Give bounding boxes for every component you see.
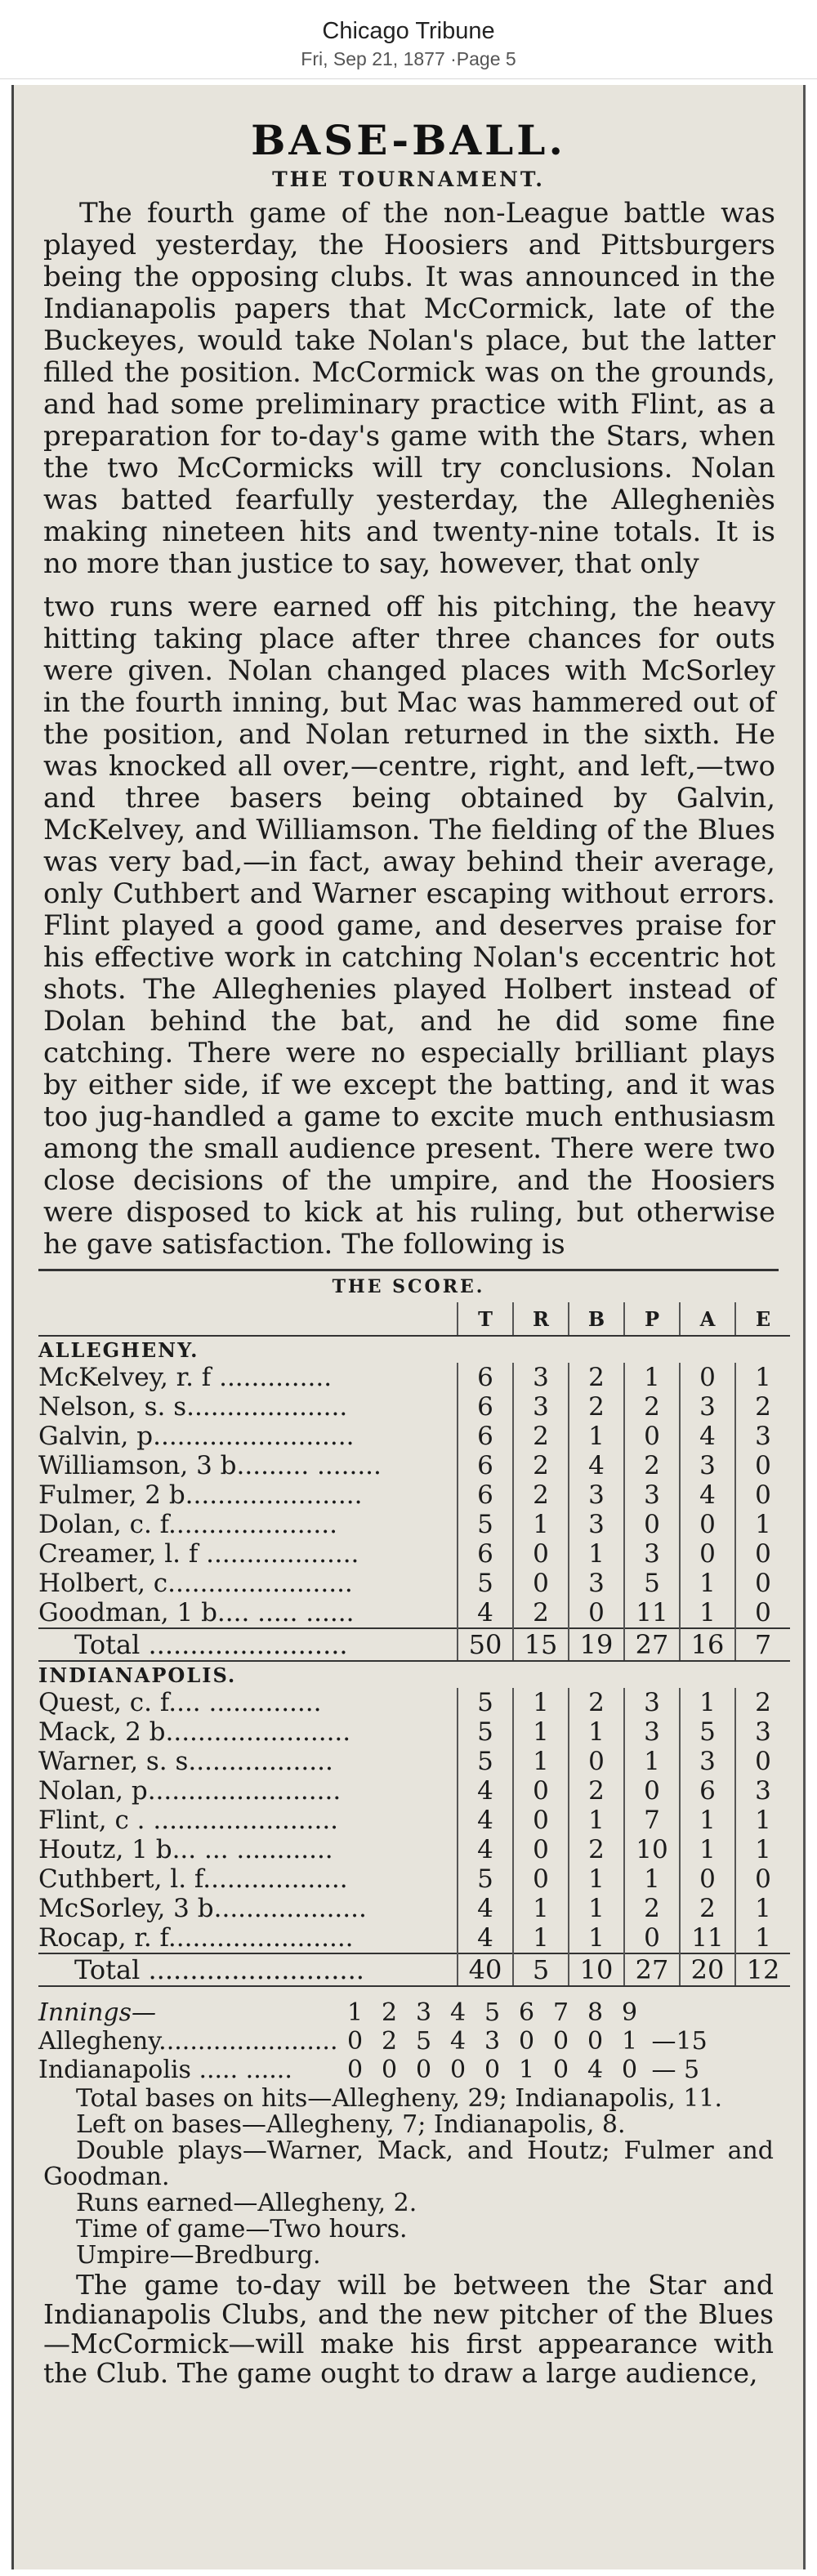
player-row [38,1717,790,1747]
inning-score: 0 [587,2027,604,2056]
stat-cell: 4 [680,1480,735,1510]
game-summary [14,2084,803,2388]
inning-score: 0 [621,2056,638,2084]
player-name: Goodman, 1 b.... ..... ...... [38,1598,355,1627]
stat-cell: 6 [458,1422,513,1451]
stat-cell: 1 [735,1510,790,1539]
inning-score: 2 [381,2027,398,2056]
team-heading-row [38,1661,790,1688]
stat-cell: 7 [624,1806,680,1835]
stat-cell: 5 [458,1510,513,1539]
player-row [38,1598,790,1628]
stat-cell: 6 [458,1539,513,1569]
stat-cell: 2 [569,1392,624,1422]
inning-number: 6 [518,1998,535,2027]
inning-score: 4 [587,2056,604,2084]
stat-cell: 3 [735,1717,790,1747]
player-row [38,1480,790,1510]
stat-cell: 3 [513,1363,569,1392]
total-label: Total ........................ [38,1628,458,1661]
inning-score: 3 [484,2027,501,2056]
player-row [38,1835,790,1864]
total-cell: 20 [680,1953,735,1986]
stat-cell: 2 [624,1392,680,1422]
player-row [38,1451,790,1480]
stat-cell: 5 [458,1688,513,1717]
total-cell: 19 [569,1628,624,1661]
stat-cell: 4 [458,1776,513,1806]
innings-final-score: — 5 [651,2056,700,2084]
stat-cell: 0 [513,1806,569,1835]
stat-cell: 1 [735,1835,790,1864]
player-row [38,1510,790,1539]
stat-cell: 4 [458,1835,513,1864]
stat-cell: 1 [569,1717,624,1747]
innings-team-row [38,2056,790,2084]
stat-cell: 3 [569,1510,624,1539]
score-title: THE SCORE. [332,1276,485,1297]
col-header: R [513,1302,569,1336]
player-name: Flint, c . ....................... [38,1806,339,1835]
stat-cell: 4 [458,1923,513,1953]
stat-cell: 1 [680,1598,735,1628]
stat-cell: 4 [680,1422,735,1451]
stat-cell: 5 [458,1717,513,1747]
stat-cell: 0 [569,1598,624,1628]
stat-cell: 3 [680,1392,735,1422]
stat-cell: 1 [735,1363,790,1392]
player-row [38,1422,790,1451]
stat-cell: 2 [735,1688,790,1717]
player-name: Holbert, c....................... [38,1569,353,1598]
total-cell: 5 [513,1953,569,1986]
player-row [38,1806,790,1835]
stat-cell: 3 [735,1422,790,1451]
inning-number: 2 [381,1998,398,2027]
stat-cell: 5 [624,1569,680,1598]
player-row [38,1864,790,1894]
player-row [38,1923,790,1953]
player-name: Williamson, 3 b......... ........ [38,1451,382,1480]
player-name: Creamer, l. f ................... [38,1539,359,1569]
innings-body [38,1998,790,2084]
player-name: Nolan, p........................ [38,1776,342,1806]
player-row [38,1539,790,1569]
stat-cell: 6 [458,1392,513,1422]
total-label: Total .......................... [38,1953,458,1986]
stat-cell: 2 [624,1451,680,1480]
stat-cell: 1 [513,1510,569,1539]
stat-cell: 1 [513,1717,569,1747]
inning-score: 0 [449,2056,467,2084]
stat-cell: 1 [569,1806,624,1835]
article-paragraph-1: The fourth game of the non-League battle was played yesterday, the Hoosiers and Pittsburgers being the opposing clubs. It was announced in the Indianapolis papers that McCormick, late of the Buckeyes, would take Nolan's place, but the latter filled the position. McCormick was on the grounds, and had some preliminary practice with Flint, as a preparation for to-day's game with the Stars, when the two McCormicks will try conclusions. Nolan was batted fearfully yesterday, the Allegheniès making nineteen hits and twenty-nine totals. It is no more than justice to say, however, that only [43,197,775,580]
inning-number: 4 [449,1998,467,2027]
box-score-table [38,1302,790,1987]
stat-cell: 0 [680,1864,735,1894]
team-heading-row [38,1336,790,1363]
stat-cell: 0 [513,1539,569,1569]
stat-cell: 4 [458,1806,513,1835]
player-row [38,1747,790,1776]
summary-line: Time of game—Two hours. [76,2215,408,2243]
stat-cell: 4 [458,1598,513,1628]
article-paragraph-2: two runs were earned off his pitching, the heavy hitting taking place after three chances for outs were given. Nolan changed places with McSorley in the fourth inning, but Mac was hammered out of the position, and Nolan returned in the sixth. He was knocked all over,—centre, right, and left,—two and three basers being obtained by Galvin, McKelvey, and Williamson. The fielding of the Blues was very bad,—in fact, away behind their average, only Cuthbert and Warner escaping without errors. Flint played a good game, and deserves praise for his effective work in catching Nolan's eccentric hot shots. The Alleghenies played Holbert instead of Dolan behind the bat, and he did some fine catching. There were no especially brilliant plays by either side, if we except the batting, and it was too jug-handled a game to excite much enthusiasm among the small audience present. There were two close decisions of the umpire, and the Hoosiers were disposed to kick at his ruling, but otherwise he gave satisfaction. The following is [43,591,775,1261]
inning-score: 0 [552,2056,569,2084]
closing-paragraph: The game to-day will be between the Star and Indianapolis Clubs, and the new pitcher of the Blues—McCormick—will make his first appearance with the Club. The game ought to draw a large audience, [43,2269,774,2389]
player-row [38,1776,790,1806]
stat-cell: 5 [458,1747,513,1776]
team-name: INDIANAPOLIS. [38,1663,237,1687]
box-score-header [38,1302,790,1336]
stat-cell: 1 [735,1894,790,1923]
col-header: T [458,1302,513,1336]
stat-cell: 0 [680,1539,735,1569]
stat-cell: 1 [624,1747,680,1776]
stat-cell: 6 [458,1363,513,1392]
inning-score: 0 [381,2056,398,2084]
team-total-row [38,1628,790,1661]
stat-cell: 11 [680,1923,735,1953]
team-name: ALLEGHENY. [38,1337,199,1362]
player-name: Houtz, 1 b... ... ............ [38,1835,333,1864]
player-name: Cuthbert, l. f.................. [38,1864,348,1894]
newspaper-clipping [11,85,806,2569]
stat-cell: 0 [513,1835,569,1864]
summary-line: Runs earned—Allegheny, 2. [76,2189,417,2217]
stat-cell: 0 [513,1776,569,1806]
total-cell: 40 [458,1953,513,1986]
stat-cell: 3 [569,1480,624,1510]
stat-cell: 1 [735,1923,790,1953]
stat-cell: 0 [624,1923,680,1953]
innings-header-row [38,1998,790,2027]
stat-cell: 3 [624,1717,680,1747]
stat-cell: 3 [735,1776,790,1806]
player-row [38,1363,790,1392]
stat-cell: 2 [513,1480,569,1510]
stat-cell: 0 [513,1864,569,1894]
stat-cell: 0 [735,1864,790,1894]
stat-cell: 3 [624,1539,680,1569]
stat-cell: 1 [569,1422,624,1451]
stat-cell: 1 [569,1864,624,1894]
player-name: Mack, 2 b....................... [38,1717,351,1747]
publication-title: Chicago Tribune [322,18,495,44]
stat-cell: 0 [624,1422,680,1451]
stat-cell: 6 [458,1480,513,1510]
col-header: E [735,1302,790,1336]
stat-cell: 3 [680,1451,735,1480]
stat-cell: 2 [735,1392,790,1422]
player-name: McSorley, 3 b................... [38,1894,367,1923]
section-rule [38,1269,779,1271]
inning-number: 9 [621,1998,638,2027]
stat-cell: 0 [735,1451,790,1480]
stat-cell: 0 [624,1510,680,1539]
stat-cell: 0 [735,1539,790,1569]
stat-cell: 1 [569,1894,624,1923]
stat-cell: 1 [680,1835,735,1864]
inning-number: 3 [415,1998,432,2027]
col-header: B [569,1302,624,1336]
col-header: P [624,1302,680,1336]
team-total-row [38,1953,790,1986]
total-cell: 12 [735,1953,790,1986]
stat-cell: 0 [569,1747,624,1776]
total-cell: 27 [624,1628,680,1661]
innings-team-name: Allegheny....................... [38,2027,338,2056]
stat-cell: 1 [513,1923,569,1953]
stat-cell: 2 [569,1688,624,1717]
stat-cell: 2 [569,1835,624,1864]
stat-cell: 0 [735,1598,790,1628]
inning-score: 4 [449,2027,467,2056]
inning-number: 5 [484,1998,501,2027]
innings-label: Innings— [38,1998,157,2027]
inning-score: 5 [415,2027,432,2056]
stat-cell: 5 [458,1864,513,1894]
total-cell: 50 [458,1628,513,1661]
stat-cell: 1 [569,1539,624,1569]
stat-cell: 2 [680,1894,735,1923]
stat-cell: 0 [624,1776,680,1806]
summary-line: Total bases on hits—Allegheny, 29; Indianapolis, 11. [76,2084,723,2113]
player-name: Warner, s. s.................. [38,1747,333,1776]
player-name: Galvin, p......................... [38,1422,355,1451]
player-row [38,1392,790,1422]
stat-cell: 2 [569,1363,624,1392]
subheadline: THE TOURNAMENT. [272,167,545,191]
stat-cell: 1 [680,1569,735,1598]
stat-cell: 1 [735,1806,790,1835]
stat-cell: 1 [624,1363,680,1392]
inning-score: 0 [346,2027,364,2056]
summary-line: Umpire—Bredburg. [76,2241,321,2270]
stat-cell: 1 [513,1688,569,1717]
innings-team-name: Indianapolis ..... ...... [38,2056,292,2084]
stat-cell: 10 [624,1835,680,1864]
inning-score: 1 [518,2056,535,2084]
stat-cell: 5 [680,1717,735,1747]
inning-score: 0 [518,2027,535,2056]
stat-cell: 0 [735,1747,790,1776]
inning-score: 1 [621,2027,638,2056]
stat-cell: 11 [624,1598,680,1628]
stat-cell: 6 [458,1451,513,1480]
innings-table [38,1998,790,2084]
stat-cell: 4 [458,1894,513,1923]
headline: BASE-BALL. [251,116,566,164]
total-cell: 10 [569,1953,624,1986]
stat-cell: 1 [513,1894,569,1923]
article-body [14,191,803,1261]
stat-cell: 2 [513,1598,569,1628]
stat-cell: 3 [680,1747,735,1776]
inning-number: 8 [587,1998,604,2027]
stat-cell: 2 [513,1451,569,1480]
stat-cell: 0 [735,1480,790,1510]
stat-cell: 1 [680,1806,735,1835]
innings-team-row [38,2027,790,2056]
stat-cell: 3 [624,1480,680,1510]
player-name: Rocap, r. f....................... [38,1923,354,1953]
stat-cell: 3 [513,1392,569,1422]
viewer-header [0,0,817,79]
col-header: A [680,1302,735,1336]
inning-number: 7 [552,1998,569,2027]
inning-score: 0 [484,2056,501,2084]
stat-cell: 6 [680,1776,735,1806]
player-row [38,1569,790,1598]
total-cell: 27 [624,1953,680,1986]
player-name: McKelvey, r. f .............. [38,1363,333,1392]
stat-cell: 3 [624,1688,680,1717]
innings-final-score: —15 [651,2027,708,2056]
inning-total-header [647,1998,790,2027]
stat-cell: 0 [680,1510,735,1539]
inning-score: 0 [415,2056,432,2084]
player-row [38,1894,790,1923]
inning-score: 0 [552,2027,569,2056]
box-score-body [38,1336,790,1986]
stat-cell: 2 [513,1422,569,1451]
publication-date: Fri, Sep 21, 1877 ·Page 5 [301,48,516,69]
player-name: Quest, c. f.... .............. [38,1688,322,1717]
stat-cell: 1 [513,1747,569,1776]
stat-cell: 0 [735,1569,790,1598]
stat-cell: 4 [569,1451,624,1480]
player-row [38,1688,790,1717]
stat-cell: 1 [569,1923,624,1953]
stat-cell: 2 [569,1776,624,1806]
stat-cell: 0 [513,1569,569,1598]
total-cell: 16 [680,1628,735,1661]
summary-line: Left on bases—Allegheny, 7; Indianapolis, 8. [76,2110,626,2139]
stat-cell: 5 [458,1569,513,1598]
inning-number: 1 [346,1998,364,2027]
stat-cell: 0 [680,1363,735,1392]
stat-cell: 3 [569,1569,624,1598]
summary-line: Double plays—Warner, Mack, and Houtz; Fulmer and Goodman. [43,2136,774,2191]
stat-cell: 2 [624,1894,680,1923]
stat-cell: 1 [624,1864,680,1894]
player-name: Dolan, c. f..................... [38,1510,337,1539]
total-cell: 15 [513,1628,569,1661]
stat-cell: 1 [680,1688,735,1717]
inning-score: 0 [346,2056,364,2084]
total-cell: 7 [735,1628,790,1661]
player-name: Fulmer, 2 b...................... [38,1480,363,1510]
player-name: Nelson, s. s.................... [38,1392,348,1422]
